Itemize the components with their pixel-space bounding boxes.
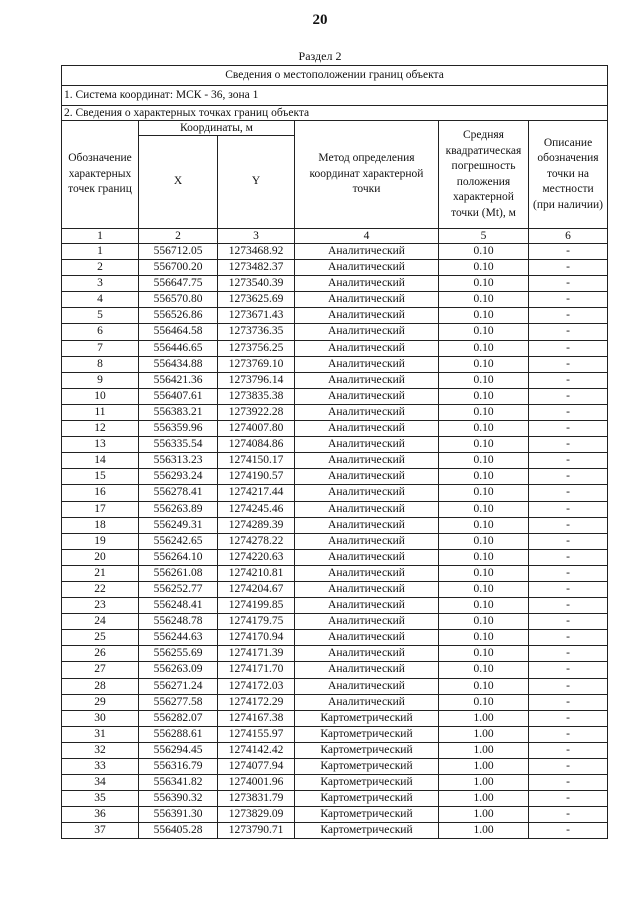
x-coord-cell: 556359.96 [139,421,218,437]
point-number-cell: 31 [62,726,139,742]
x-coord-cell: 556434.88 [139,356,218,372]
error-cell: 0.10 [439,404,529,420]
y-coord-cell: 1274172.03 [218,678,295,694]
table-row [62,646,608,662]
points-heading: 2. Сведения о характерных точках границ объекта [62,106,608,121]
y-coord-cell: 1274289.39 [218,517,295,533]
table-row [62,614,608,630]
y-coord-cell: 1274217.44 [218,485,295,501]
point-number-cell: 21 [62,565,139,581]
error-cell: 0.10 [439,324,529,340]
method-cell: Аналитический [295,260,439,276]
method-cell: Картометрический [295,807,439,823]
point-number-cell: 33 [62,759,139,775]
table-row [62,404,608,420]
y-coord-cell: 1273468.92 [218,244,295,260]
point-number-cell: 30 [62,710,139,726]
y-coord-cell: 1273829.09 [218,807,295,823]
error-cell: 0.10 [439,598,529,614]
description-cell: - [529,630,608,646]
coord-system: 1. Система координат: МСК - 36, зона 1 [62,86,608,106]
y-coord-cell: 1274245.46 [218,501,295,517]
y-coord-cell: 1274077.94 [218,759,295,775]
x-coord-cell: 556335.54 [139,437,218,453]
x-coord-cell: 556407.61 [139,388,218,404]
point-number-cell: 24 [62,614,139,630]
x-coord-cell: 556390.32 [139,791,218,807]
error-cell: 1.00 [439,775,529,791]
y-coord-cell: 1273769.10 [218,356,295,372]
method-cell: Аналитический [295,694,439,710]
header-coordinates: Координаты, м [139,121,295,136]
x-coord-cell: 556341.82 [139,775,218,791]
y-coord-cell: 1273756.25 [218,340,295,356]
x-coord-cell: 556244.63 [139,630,218,646]
x-coord-cell: 556405.28 [139,823,218,839]
method-cell: Аналитический [295,340,439,356]
table-row [62,694,608,710]
error-cell: 1.00 [439,807,529,823]
y-coord-cell: 1274167.38 [218,710,295,726]
table-row [62,581,608,597]
point-number-cell: 22 [62,581,139,597]
error-cell: 0.10 [439,501,529,517]
y-coord-cell: 1273835.38 [218,388,295,404]
point-number-cell: 19 [62,533,139,549]
x-coord-cell: 556261.08 [139,565,218,581]
x-coord-cell: 556278.41 [139,485,218,501]
point-number-cell: 10 [62,388,139,404]
header-error: Средняя квадратическая погрешность положения характерной точки (Mt), м [439,121,529,229]
table-row [62,791,608,807]
table-row [62,372,608,388]
method-cell: Аналитический [295,614,439,630]
description-cell: - [529,356,608,372]
x-coord-cell: 556313.23 [139,453,218,469]
table-row [62,340,608,356]
x-coord-cell: 556526.86 [139,308,218,324]
header-x: X [139,136,218,229]
table-row [62,308,608,324]
y-coord-cell: 1274172.29 [218,694,295,710]
error-cell: 0.10 [439,356,529,372]
method-cell: Аналитический [295,549,439,565]
table-row [62,324,608,340]
page-number: 20 [312,12,328,28]
x-coord-cell: 556383.21 [139,404,218,420]
table-row [62,710,608,726]
description-cell: - [529,324,608,340]
point-number-cell: 3 [62,276,139,292]
error-cell: 0.10 [439,581,529,597]
table-row [62,244,608,260]
error-cell: 0.10 [439,308,529,324]
y-coord-cell: 1274204.67 [218,581,295,597]
point-number-cell: 37 [62,823,139,839]
error-cell: 0.10 [439,340,529,356]
point-number-cell: 9 [62,372,139,388]
y-coord-cell: 1273922.28 [218,404,295,420]
description-cell: - [529,565,608,581]
error-cell: 0.10 [439,276,529,292]
table-row [62,517,608,533]
table-row [62,453,608,469]
point-number-cell: 12 [62,421,139,437]
y-coord-cell: 1274001.96 [218,775,295,791]
point-number-cell: 18 [62,517,139,533]
x-coord-cell: 556570.80 [139,292,218,308]
error-cell: 0.10 [439,453,529,469]
method-cell: Аналитический [295,404,439,420]
method-cell: Картометрический [295,791,439,807]
description-cell: - [529,404,608,420]
point-number-cell: 27 [62,662,139,678]
description-cell: - [529,501,608,517]
x-coord-cell: 556282.07 [139,710,218,726]
x-coord-cell: 556421.36 [139,372,218,388]
table-row [62,501,608,517]
point-number-cell: 36 [62,807,139,823]
description-cell: - [529,533,608,549]
method-cell: Аналитический [295,678,439,694]
point-number-cell: 6 [62,324,139,340]
section-label: Раздел 2 [298,49,342,63]
x-coord-cell: 556263.09 [139,662,218,678]
method-cell: Аналитический [295,421,439,437]
description-cell: - [529,775,608,791]
error-cell: 0.10 [439,678,529,694]
y-coord-cell: 1274084.86 [218,437,295,453]
header-y: Y [218,136,295,229]
method-cell: Аналитический [295,598,439,614]
description-cell: - [529,260,608,276]
method-cell: Картометрический [295,775,439,791]
x-coord-cell: 556316.79 [139,759,218,775]
x-coord-cell: 556391.30 [139,807,218,823]
error-cell: 0.10 [439,533,529,549]
x-coord-cell: 556264.10 [139,549,218,565]
error-cell: 0.10 [439,292,529,308]
boundary-points-table [61,65,608,839]
error-cell: 1.00 [439,726,529,742]
description-cell: - [529,710,608,726]
description-cell: - [529,469,608,485]
x-coord-cell: 556255.69 [139,646,218,662]
table-row [62,565,608,581]
table-row [62,356,608,372]
error-cell: 1.00 [439,710,529,726]
point-number-cell: 20 [62,549,139,565]
point-number-cell: 35 [62,791,139,807]
description-cell: - [529,340,608,356]
error-cell: 0.10 [439,694,529,710]
table-row [62,533,608,549]
error-cell: 0.10 [439,388,529,404]
header-designation: Обозначение характерных точек границ [62,121,139,229]
method-cell: Аналитический [295,453,439,469]
description-cell: - [529,694,608,710]
point-number-cell: 26 [62,646,139,662]
description-cell: - [529,662,608,678]
table-row [62,726,608,742]
point-number-cell: 25 [62,630,139,646]
point-number-cell: 32 [62,742,139,758]
method-cell: Аналитический [295,372,439,388]
y-coord-cell: 1274171.70 [218,662,295,678]
error-cell: 0.10 [439,646,529,662]
point-number-cell: 13 [62,437,139,453]
error-cell: 0.10 [439,614,529,630]
method-cell: Аналитический [295,565,439,581]
method-cell: Аналитический [295,581,439,597]
error-cell: 0.10 [439,662,529,678]
description-cell: - [529,807,608,823]
method-cell: Аналитический [295,276,439,292]
x-coord-cell: 556248.41 [139,598,218,614]
table-row [62,260,608,276]
table-row [62,759,608,775]
error-cell: 0.10 [439,372,529,388]
table-row [62,662,608,678]
method-cell: Аналитический [295,292,439,308]
y-coord-cell: 1274210.81 [218,565,295,581]
table-row [62,276,608,292]
y-coord-cell: 1274220.63 [218,549,295,565]
description-cell: - [529,485,608,501]
description-cell: - [529,759,608,775]
table-row [62,549,608,565]
point-number-cell: 2 [62,260,139,276]
column-number: 5 [439,229,529,244]
y-coord-cell: 1273796.14 [218,372,295,388]
method-cell: Аналитический [295,308,439,324]
y-coord-cell: 1274179.75 [218,614,295,630]
point-number-cell: 5 [62,308,139,324]
description-cell: - [529,678,608,694]
x-coord-cell: 556712.05 [139,244,218,260]
point-number-cell: 28 [62,678,139,694]
method-cell: Картометрический [295,759,439,775]
point-number-cell: 34 [62,775,139,791]
y-coord-cell: 1274171.39 [218,646,295,662]
table-row [62,437,608,453]
x-coord-cell: 556647.75 [139,276,218,292]
description-cell: - [529,614,608,630]
error-cell: 1.00 [439,742,529,758]
x-coord-cell: 556293.24 [139,469,218,485]
table-row [62,823,608,839]
y-coord-cell: 1274150.17 [218,453,295,469]
method-cell: Аналитический [295,388,439,404]
description-cell: - [529,646,608,662]
table-row [62,292,608,308]
description-cell: - [529,791,608,807]
error-cell: 1.00 [439,791,529,807]
table-row [62,485,608,501]
y-coord-cell: 1274170.94 [218,630,295,646]
method-cell: Аналитический [295,501,439,517]
point-number-cell: 11 [62,404,139,420]
description-cell: - [529,276,608,292]
error-cell: 0.10 [439,421,529,437]
description-cell: - [529,244,608,260]
description-cell: - [529,372,608,388]
point-number-cell: 15 [62,469,139,485]
description-cell: - [529,598,608,614]
column-number: 6 [529,229,608,244]
method-cell: Картометрический [295,823,439,839]
error-cell: 0.10 [439,549,529,565]
y-coord-cell: 1274155.97 [218,726,295,742]
header-method: Метод определения координат характерной точки [295,121,439,229]
x-coord-cell: 556242.65 [139,533,218,549]
table-row [62,421,608,437]
error-cell: 0.10 [439,244,529,260]
description-cell: - [529,581,608,597]
table-row [62,598,608,614]
x-coord-cell: 556252.77 [139,581,218,597]
error-cell: 0.10 [439,469,529,485]
error-cell: 0.10 [439,260,529,276]
x-coord-cell: 556288.61 [139,726,218,742]
method-cell: Картометрический [295,726,439,742]
description-cell: - [529,308,608,324]
column-number: 4 [295,229,439,244]
y-coord-cell: 1274278.22 [218,533,295,549]
x-coord-cell: 556277.58 [139,694,218,710]
method-cell: Картометрический [295,710,439,726]
y-coord-cell: 1273671.43 [218,308,295,324]
description-cell: - [529,421,608,437]
table-row [62,469,608,485]
description-cell: - [529,742,608,758]
point-number-cell: 17 [62,501,139,517]
y-coord-cell: 1274199.85 [218,598,295,614]
y-coord-cell: 1274142.42 [218,742,295,758]
y-coord-cell: 1273736.35 [218,324,295,340]
y-coord-cell: 1274007.80 [218,421,295,437]
x-coord-cell: 556249.31 [139,517,218,533]
y-coord-cell: 1273790.71 [218,823,295,839]
method-cell: Аналитический [295,324,439,340]
method-cell: Аналитический [295,517,439,533]
x-coord-cell: 556271.24 [139,678,218,694]
error-cell: 0.10 [439,485,529,501]
error-cell: 1.00 [439,759,529,775]
point-number-cell: 8 [62,356,139,372]
description-cell: - [529,726,608,742]
error-cell: 0.10 [439,565,529,581]
point-number-cell: 14 [62,453,139,469]
description-cell: - [529,388,608,404]
table-row [62,388,608,404]
point-number-cell: 4 [62,292,139,308]
method-cell: Аналитический [295,356,439,372]
point-number-cell: 29 [62,694,139,710]
method-cell: Аналитический [295,437,439,453]
y-coord-cell: 1273625.69 [218,292,295,308]
table-row [62,630,608,646]
error-cell: 1.00 [439,823,529,839]
method-cell: Аналитический [295,533,439,549]
description-cell: - [529,453,608,469]
x-coord-cell: 556263.89 [139,501,218,517]
method-cell: Аналитический [295,646,439,662]
y-coord-cell: 1274190.57 [218,469,295,485]
x-coord-cell: 556294.45 [139,742,218,758]
column-number: 1 [62,229,139,244]
description-cell: - [529,549,608,565]
y-coord-cell: 1273831.79 [218,791,295,807]
error-cell: 0.10 [439,630,529,646]
method-cell: Картометрический [295,742,439,758]
method-cell: Аналитический [295,630,439,646]
description-cell: - [529,517,608,533]
y-coord-cell: 1273482.37 [218,260,295,276]
table-row [62,775,608,791]
point-number-cell: 23 [62,598,139,614]
method-cell: Аналитический [295,244,439,260]
error-cell: 0.10 [439,517,529,533]
x-coord-cell: 556446.65 [139,340,218,356]
point-number-cell: 7 [62,340,139,356]
column-number-row [62,229,608,244]
table-row [62,807,608,823]
column-number: 2 [139,229,218,244]
method-cell: Аналитический [295,485,439,501]
x-coord-cell: 556248.78 [139,614,218,630]
x-coord-cell: 556700.20 [139,260,218,276]
point-number-cell: 16 [62,485,139,501]
x-coord-cell: 556464.58 [139,324,218,340]
error-cell: 0.10 [439,437,529,453]
table-row [62,742,608,758]
description-cell: - [529,437,608,453]
column-number: 3 [218,229,295,244]
description-cell: - [529,823,608,839]
method-cell: Аналитический [295,662,439,678]
table-row [62,678,608,694]
description-cell: - [529,292,608,308]
method-cell: Аналитический [295,469,439,485]
y-coord-cell: 1273540.39 [218,276,295,292]
table-title: Сведения о местоположении границ объекта [62,66,608,86]
header-description: Описание обозначения точки на местности (при наличии) [529,121,608,229]
point-number-cell: 1 [62,244,139,260]
